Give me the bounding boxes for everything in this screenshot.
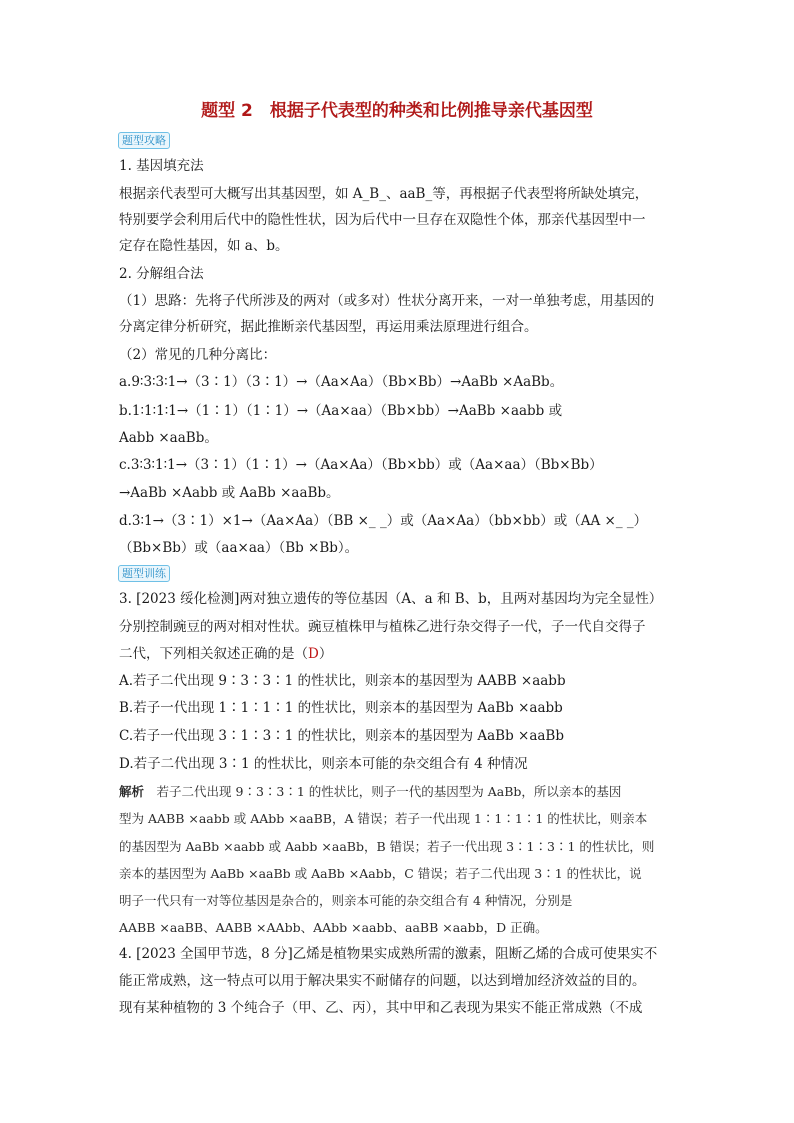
explanation-line: 的基因型为 AaBb ×aabb 或 Aabb ×aaBb，B 错误；若子一代出现 3∶1∶3∶1 的性状比，则	[119, 839, 655, 854]
q3-stem-text: 二代，下列相关叙述正确的是（	[119, 646, 308, 662]
body-line: 根据亲代表型可大概写出其基因型，如 A_B_、aaB_等，再根据子代表型将所缺处填完，	[119, 186, 649, 202]
explanation-line: 明子一代只有一对等位基因是杂合的，则亲本可能的杂交组合有 4 种情况，分别是	[119, 893, 573, 908]
explanation-line: AABB ×aaBB、AABB ×AAbb、AAbb ×aabb、aaBB ×aabb，D 正确。	[119, 920, 548, 935]
ratio-line-c-cont: →AaBb ×Aabb 或 AaBb ×aaBb。	[119, 485, 340, 501]
body-line: （2）常见的几种分离比：	[119, 347, 277, 363]
strategy-tag: 题型攻略	[118, 132, 170, 149]
ratio-line-c: c.3∶3∶1∶1→（3∶1）（1∶1）→（Aa×Aa）（Bb×bb）或（Aa×aa）（Bb×Bb）	[119, 457, 603, 473]
q3-stem: 分别控制豌豆的两对相对性状。豌豆植株甲与植株乙进行杂交得子一代，子一代自交得子	[119, 619, 646, 635]
q4-stem: 4. [2023 全国甲节选，8 分]乙烯是植物果实成熟所需的激素，阻断乙烯的合成可使果实不	[119, 946, 658, 962]
body-line: （1）思路：先将子代所涉及的两对（或多对）性状分离开来，一对一单独考虑，用基因的	[119, 293, 655, 309]
body-line: 特别要学会利用后代中的隐性性状，因为后代中一旦存在双隐性个体，那亲代基因型中一	[119, 212, 646, 228]
explanation-text: 若子二代出现 9∶3∶3∶1 的性状比，则子一代的基因型为 AaBb，所以亲本的基因	[156, 784, 622, 799]
q3-answer: D	[308, 646, 319, 662]
ratio-line-d-cont: （Bb×Bb）或（aa×aa）（Bb ×Bb）。	[119, 540, 359, 556]
explanation-line: 亲本的基因型为 AaBb ×aaBb 或 AaBb ×Aabb，C 错误；若子二代出现 3∶1 的性状比，说	[119, 866, 642, 881]
method-2-heading: 2. 分解组合法	[119, 266, 204, 282]
body-line: 分离定律分析研究，据此推断亲代基因型，再运用乘法原理进行组合。	[119, 319, 538, 335]
ratio-line-d: d.3∶1→（3∶1）×1→（Aa×Aa）（BB ×_ _）或（Aa×Aa）（bb×bb）或（AA ×_ _）	[119, 513, 648, 529]
training-tag: 题型训练	[118, 565, 170, 582]
q3-option-b: B.若子一代出现 1∶1∶1∶1 的性状比，则亲本的基因型为 AaBb ×aabb	[119, 700, 563, 716]
ratio-line-b: b.1∶1∶1∶1→（1∶1）（1∶1）→（Aa×aa）（Bb×bb）→AaBb ×aabb 或	[119, 403, 563, 419]
body-line: 定存在隐性基因，如 a、b。	[119, 238, 289, 254]
q3-option-c: C.若子一代出现 3∶1∶3∶1 的性状比，则亲本的基因型为 AaBb ×aaBb	[119, 728, 564, 744]
ratio-line-b-cont: Aabb ×aaBb。	[119, 430, 218, 446]
q3-explanation	[119, 783, 621, 800]
method-1-heading: 1. 基因填充法	[119, 158, 204, 174]
q4-stem: 能正常成熟，这一特点可以用于解决果实不耐储存的问题，以达到增加经济效益的目的。	[119, 973, 646, 989]
explanation-label: 解析	[119, 784, 145, 799]
q3-stem-last	[119, 646, 332, 663]
q3-option-d: D.若子二代出现 3∶1 的性状比，则亲本可能的杂交组合有 4 种情况	[119, 756, 528, 772]
ratio-line-a: a.9∶3∶3∶1→（3∶1）（3∶1）→（Aa×Aa）（Bb×Bb）→AaBb ×AaBb。	[119, 374, 564, 390]
q4-stem: 现有某种植物的 3 个纯合子（甲、乙、丙），其中甲和乙表现为果实不能正常成熟（不成	[119, 1000, 643, 1016]
q3-option-a: A.若子二代出现 9∶3∶3∶1 的性状比，则亲本的基因型为 AABB ×aabb	[119, 673, 566, 689]
explanation-line: 型为 AABB ×aabb 或 AAbb ×aaBB，A 错误；若子一代出现 1∶1∶1∶1 的性状比，则亲本	[119, 811, 648, 826]
page-title: 题型 2 根据子代表型的种类和比例推导亲代基因型	[201, 101, 593, 121]
q3-stem: 3. [2023 绥化检测]两对独立遗传的等位基因（A、a 和 B、b，且两对基因均为完全显性）	[119, 591, 663, 607]
q3-stem-close: ）	[318, 646, 333, 662]
